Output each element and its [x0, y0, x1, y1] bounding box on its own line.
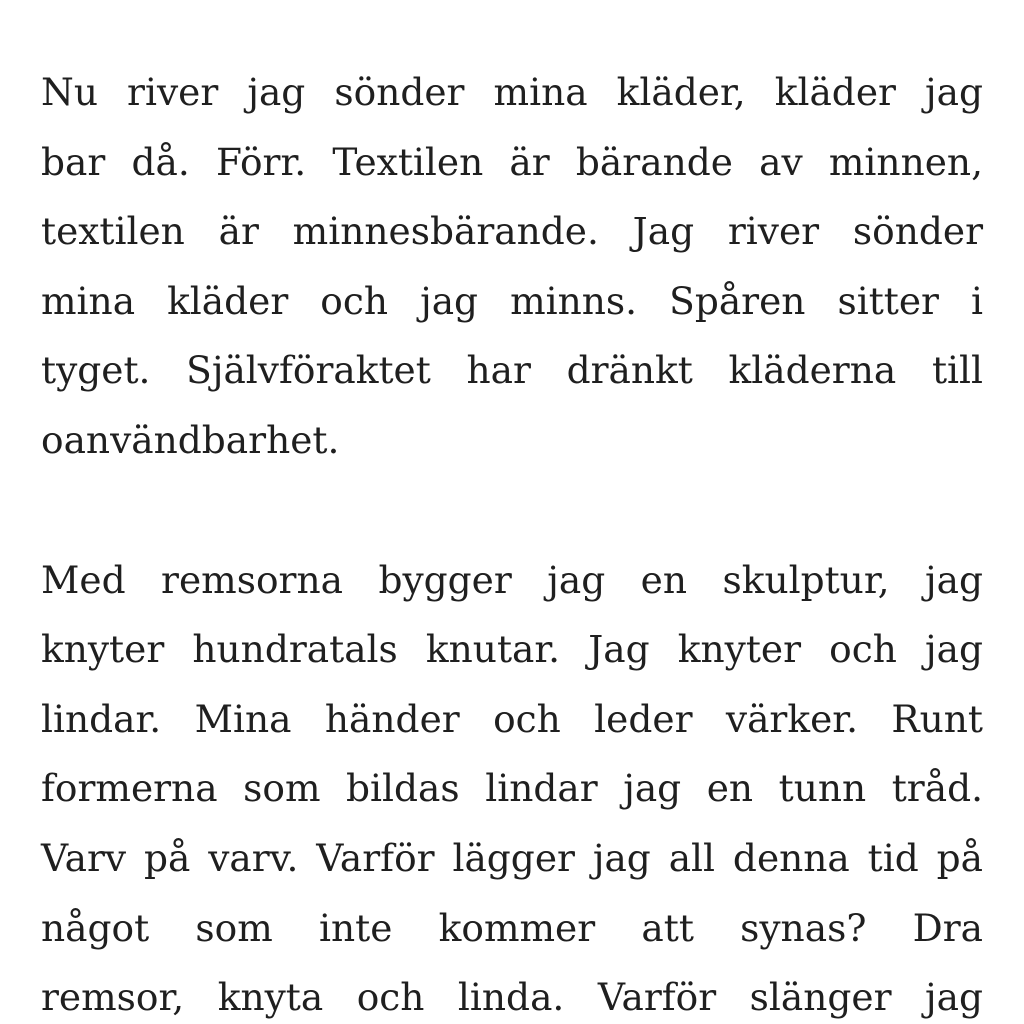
text-line: tyget. Självföraktet har dränkt kläderna till	[41, 348, 983, 393]
paragraph-1	[41, 58, 983, 476]
paragraph-spacer	[41, 476, 983, 546]
text-line: oanvändbarhet.	[41, 417, 340, 462]
paragraph-2	[41, 546, 983, 1024]
text-line: remsor, knyta och linda. Varför slänger jag	[41, 975, 983, 1020]
text-line: Varv på varv. Varför lägger jag all denna tid på	[41, 835, 983, 880]
text-line: Nu river jag sönder mina kläder, kläder jag	[41, 70, 983, 114]
text-line: mina kläder och jag minns. Spåren sitter i	[41, 278, 983, 323]
text-line: textilen är minnesbärande. Jag river sönder	[41, 209, 983, 254]
article-text	[41, 58, 983, 1024]
text-line: knyter hundratals knutar. Jag knyter och jag	[41, 627, 983, 672]
text-line: formerna som bildas lindar jag en tunn tråd.	[41, 766, 983, 811]
text-line: något som inte kommer att synas? Dra	[41, 905, 983, 950]
text-line: lindar. Mina händer och leder värker. Runt	[41, 696, 983, 741]
text-line: Med remsorna bygger jag en skulptur, jag	[41, 557, 983, 602]
text-line: bar då. Förr. Textilen är bärande av minnen,	[41, 139, 983, 184]
